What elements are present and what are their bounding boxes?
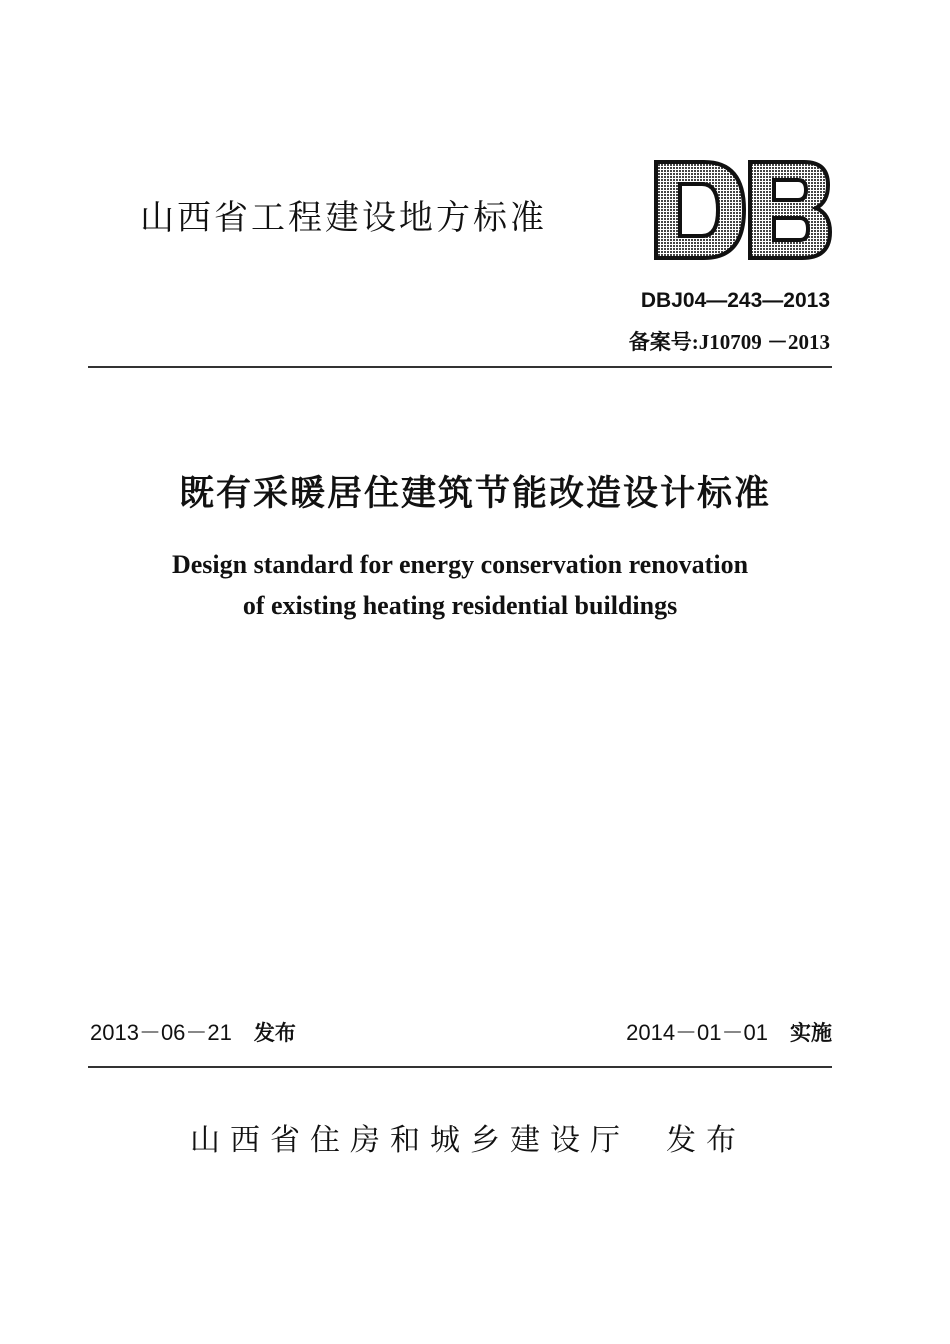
issue-date-block bbox=[90, 1016, 296, 1047]
divider-bottom bbox=[88, 1066, 832, 1068]
standard-number: DBJ04—243—2013 bbox=[640, 289, 830, 312]
effective-label: 实施 bbox=[790, 1021, 832, 1045]
issue-date: 2013－06－21 bbox=[90, 1020, 232, 1045]
db-logo bbox=[652, 158, 834, 262]
db-logo-letter-b bbox=[750, 162, 830, 258]
issuer-name: 山西省住房和城乡建设厅 bbox=[190, 1123, 630, 1158]
title-english-line1: Design standard for energy conservation renovation bbox=[171, 550, 749, 579]
standard-type-heading: 山西省工程建设地方标准 bbox=[140, 198, 547, 238]
divider-top bbox=[88, 366, 832, 368]
issuer-block bbox=[190, 1115, 746, 1159]
effective-date-block bbox=[626, 1016, 832, 1047]
effective-date: 2014－01－01 bbox=[626, 1020, 768, 1045]
publish-label: 发布 bbox=[666, 1123, 746, 1158]
title-chinese: 既有采暖居住建筑节能改造设计标准 bbox=[178, 474, 771, 514]
title-english-line2: of existing heating residential buildings bbox=[242, 591, 678, 620]
db-logo-letter-d bbox=[656, 162, 744, 258]
issue-label: 发布 bbox=[253, 1021, 296, 1045]
record-number: 备案号:J10709 －2013 bbox=[628, 330, 830, 354]
